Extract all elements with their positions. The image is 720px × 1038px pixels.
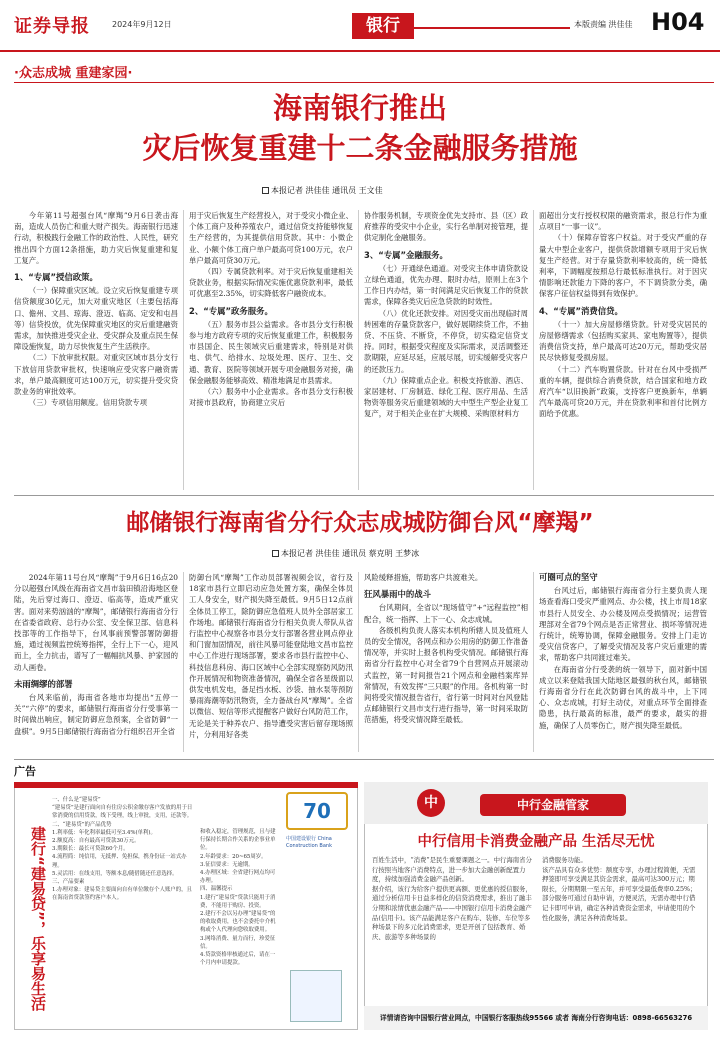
paragraph: （六）服务中小企业需求。各市县分支行积极对接市县政府，协商建立灾后 bbox=[189, 387, 353, 408]
paragraph: 台风来临前，海南省各地市均提出“五停一关”“六停”的要求，邮储银行海南省分行受事第一时间做出响应，制定防御应急预案，全省防御“一盘棋”。9月5日邮储银行海南省分行组织召开全省 bbox=[14, 693, 178, 736]
article-separator bbox=[14, 495, 714, 496]
paragraph: （四）专属贷款利率。对于灾后恢复重建相关贷款业务，根据实际情况实施优惠贷款利率，最低可优惠至2.35%，切实降低客户融资成本。 bbox=[189, 267, 353, 299]
ad-separator bbox=[14, 759, 714, 760]
article1-col3 bbox=[364, 210, 528, 420]
paragraph: （十）保障存管客户权益。对于受灾严重的存量大中型企业客户，提供贷款增额专项用于灾后恢复生产经营。对于存量贷款利率较高的，统一降低利率，下调幅度按照总行最低标准执行。对于因灾情影响还款能力下降的客户，不下调贷款分类，确保客户征信权益得到有效保护。 bbox=[539, 233, 707, 299]
ad-label: 广告 bbox=[14, 765, 36, 778]
column-divider bbox=[183, 572, 184, 752]
paragraph: 面超出分支行授权权限的融资需求，报总行作为重点项目“一事一议”。 bbox=[539, 211, 707, 232]
column-divider bbox=[533, 210, 534, 490]
boc-ad-footer: 详情请咨询中国银行营业网点，中国银行客服热线95566 或者 海南分行咨询电话：0898-66563276 bbox=[364, 1006, 708, 1030]
ccb-ad-slogan: 建行“建易贷”，乐享易生活 bbox=[29, 826, 47, 1011]
article1-col4 bbox=[539, 210, 707, 420]
paragraph: 2024年第11号台风“摩羯”于9月6日16点20分以超强台风级在海南省文昌市翁田镇沿海地区登陆，先后穿过海口、澄迈、临高等，造成严重灾害。面对来势汹汹的“摩羯”，邮储银行海南省分行在省委省政府、总行办公室、安全保卫部、信息科技部等的工作指导下，台风事前预警部署防御措施，通过视频监控统筹指挥，全行上下一心，迎风而上，全力抗击，谱写了一幅幅抗风暴、护家园的动人画卷。 bbox=[14, 573, 178, 672]
paragraph: （一）保障重灾区域。设立灾后恢复重建专项信贷额度30亿元，加大对重灾地区（主要包括海口、儋州、文昌、琼海、澄迈、临高、定安和屯昌等）信贷投放，优先保障重灾地区的灾后重建融资需求，加快推进受灾企业、受灾群众及重点民生保障设施恢复，助力尽快恢复生产生活秩序。 bbox=[14, 286, 178, 352]
subheading: 未雨绸缪的部署 bbox=[14, 678, 73, 689]
paragraph: （十二）汽车购置贷款。针对在台风中受损严重的车辆，提供综合消费贷款，结合国家和地方政府汽车“以旧换新”政策，支持客户更换新车，单辆汽车最高可贷20万元，并在贷款利率和首付比例方面给予优惠。 bbox=[539, 364, 707, 419]
masthead-rule bbox=[0, 50, 720, 52]
boc-logo-icon: 中 bbox=[417, 789, 445, 817]
paragraph: 在海南省分行受袭的统一领导下，面对新中国成立以来登陆我国大陆地区最强的秋台风，邮储银行海南省分行在此次防御台风的战斗中，上下同心、众志成城，打好主动仗，对重点环节全面排查隐患，执行最高的标准，最严的要求，最实的措施，确保了人员零伤亡，财产损失降至最低。 bbox=[539, 664, 707, 730]
subheading: 3、“专属”金融服务。 bbox=[364, 249, 448, 260]
ccb-ad-text-right: 和收入稳定，管理规范，且与建行保持长期合作关系的企事业单位。 2.年龄要求：20~65周岁。 3.征信要求：无逾期。 4.办理区域：全省建行网点均可办理。 四、温馨提示 1.建行“建易贷”贷款只能用于消费，不能用于购房、投资。 2.建行不会以另办理“建易贷”的的收取费用，也不会委托中介机构或个人代理向您收取费用。 3.网络消费、量力而行，珍爱征信。 4.贷款资格审核通过后，请在一个月内申请提款。 bbox=[200, 829, 276, 967]
byline-box-icon bbox=[262, 187, 269, 194]
section-label: 银行 bbox=[352, 13, 414, 39]
boc-ad-title: 中行信用卡消费金融产品 生活尽无忧 bbox=[417, 834, 655, 850]
column-divider bbox=[358, 210, 359, 490]
paragraph: （十一）加大房屋修缮贷款。针对受灾居民的房屋修缮需求（包括购买家具、家电购置等），提供消费信贷支持，单户最高可达20万元，帮助受灾居民尽快修复受损房屋。 bbox=[539, 319, 707, 363]
masthead-divider bbox=[414, 27, 570, 29]
ccb-ad-text-left: 一、什么是“建易贷” “建易贷”是建行面向自有住房公积金缴存客户发放的用于日常消费的信用贷款，线下受理，线上审批，支用，还款等。 二、“建易贷”的产品优势 1.利率低：年化利率最低可至3.4%(单利)。 2.额度高：自有最高可贷款30万元。 3.期限长：最长可贷款60个月。 4.流程简：纯信用，无抵押、免担保，携身份证一站式办理。 5.灵活用：在线支用，等额本息/随借随还任意选择。 三、产品要素 1.办理对象：建易贷主要面向自有单位缴存个人账户的，且在海南省贷款签约客户本人。 bbox=[52, 797, 193, 902]
boc-ad-text-left: 百姓生活中，“消费”是民生重要课题之一。中行海南省分行按照当地客户消费特点，进一步加大金融创新配置力度，持续加强消费金融产品创新。 据介绍，该行为给客户提供更高额、更优惠的授信服务，通过分析信用卡日益多样化的信贷消费需求，推出了融丰分期和浓情优惠金融产品——中国银行信用卡消费金融产品(信用卡)。该产品能满足客户在购车、装修、车位等多种场景下的多元化消费需求，更是开创了包括教育、婚庆、旅游等多种场景的 bbox=[372, 856, 532, 941]
subheading: 1、“专属”授信政策。 bbox=[14, 272, 98, 283]
masthead bbox=[0, 0, 720, 50]
article2-byline-text: 本报记者 洪佳佳 通讯员 蔡克明 王梦冰 bbox=[281, 549, 420, 558]
column-kicker: ·众志成城 重建家园· bbox=[14, 66, 133, 81]
article2-col2 bbox=[189, 572, 353, 740]
paragraph: 台风过后，邮储银行海南省分行主要负责人现场查看海口受灾严重网点、办公楼，找上市局18家市县行人员安全、办公楼及网点受损情况；运营管理部对全省79个网点是否正常营业、损坏等情况进行统计，统筹协调，保障金融服务。安排上门走访受灾信贷客户，了解受灾情况及客户灾后重建的需求，帮助客户共同渡过难关。 bbox=[539, 586, 707, 663]
ccb-org-name: 中国建设银行 China Construction Bank bbox=[286, 836, 332, 849]
paragraph: 协作服务机制，专项资金优先支持市、县（区）政府推荐的受灾中小企业，实行名单制对接管理，提供定制化金融服务。 bbox=[364, 211, 528, 243]
article1-byline bbox=[262, 185, 383, 196]
column-divider bbox=[358, 572, 359, 752]
boc-banner: 中行金融管家 bbox=[480, 794, 626, 816]
article1-title-line2: 灾后恢复重建十二条金融服务措施 bbox=[142, 131, 578, 165]
paragraph: （八）优化还款安排。对因受灾而出现临时周转困难的存量贷款客户，做好展期续贷工作，不抽贷、不压贷、不断贷，不停贷，切实稳定信贷支持。同时，根据受灾程度及实际需求，灵活调整还款期限，应延尽延，应展尽展，切实缓解受灾客户的还款压力。 bbox=[364, 308, 528, 374]
ccb-qr-code-icon bbox=[290, 970, 342, 1022]
column-divider bbox=[533, 572, 534, 752]
kicker-rule bbox=[14, 82, 714, 83]
paragraph: 今年第11号超强台风“摩羯”9月6日袭击海南，造成人员伤亡和重大财产损失。海南银行迅速行动，积极践行金融工作的政治性、人民性，研究推出四个方面12条措施，助力灾后恢复重建和复工复产。 bbox=[14, 211, 178, 265]
paragraph: 各级机构负责人落实本机构所辖人员及值班人员的安全情况，各网点和办公用房的防御工作准备情况等，并实时上报各机构受灾情况。邮储银行海南省分行监控中心对全省79个自营网点开展滚动式监控，第一时间报告21个网点和金融档案库异常情况，有效发挥“三只眼”的作用。各机构第一时间将受灾情况报告省行，省行第一时间对台风登陆点邮储银行文昌市支行进行指导，第一时间采取防范措施，将受灾情况降至最低。 bbox=[364, 625, 528, 725]
article2-col3 bbox=[364, 572, 528, 726]
article1-byline-text: 本报记者 洪佳佳 通讯员 王文佳 bbox=[271, 186, 383, 195]
ccb-anniversary-badge: 70 bbox=[286, 792, 348, 830]
column-divider bbox=[183, 210, 184, 490]
paragraph: （九）保障重点企业。积极支持旅游、酒店、家居建材、厂房制造、绿化工程、医疗用品、生活物资等服务灾后重建领域的大中型生产型企业复工复产，对于相关企业在扩大规模、采购原材料方 bbox=[364, 375, 528, 419]
paragraph: （五）服务市县公益需求。各市县分支行积极参与地方政府专项的灾后恢复重建工作，积极服务市县国企、民生领域灾后重建需求，特别是对供电、供气、给排水、垃圾处理、医疗、卫生、交通、教育、医院等领域开展专项金融服务对接，确保金融服务能够高效、精准地满足市县需求。 bbox=[189, 319, 353, 385]
article2-title: 邮储银行海南省分行众志成城防御台风“摩羯” bbox=[126, 510, 594, 536]
paragraph: （七）开通绿色通道。对受灾主体申请贷款设立绿色通道，优先办理、限时办结，原则上在3个工作日内办结，第一时间满足灾后恢复工作的贷款需求，保障各类灾后应急贷款的时效性。 bbox=[364, 263, 528, 307]
article1-col1 bbox=[14, 210, 178, 408]
byline-box-icon bbox=[272, 550, 279, 557]
paragraph: （二）下放审批权限。对重灾区域市县分支行下放信用贷款审批权，快速响应受灾客户融资需求，单户最高额度可达100万元，切实提升受灾贷款业务的审批效率。 bbox=[14, 353, 178, 397]
subheading: 2、“专属”政务服务。 bbox=[189, 305, 273, 316]
subheading: 4、“专属”消费信贷。 bbox=[539, 305, 623, 316]
article2-byline bbox=[272, 548, 419, 559]
page-number: H04 bbox=[651, 8, 705, 36]
paragraph: （三）专项信用额度。信用贷款专项 bbox=[28, 398, 148, 408]
subheading: 狂风暴雨中的战斗 bbox=[364, 589, 431, 600]
page-editor: 本版责编 洪佳佳 bbox=[574, 20, 633, 29]
newspaper-name: 证券导报 bbox=[14, 16, 90, 37]
article2-col4 bbox=[539, 572, 707, 731]
issue-date: 2024年9月12日 bbox=[112, 20, 172, 29]
subheading: 可圈可点的坚守 bbox=[539, 572, 598, 582]
article1-col2 bbox=[189, 210, 353, 408]
ccb-ad-band bbox=[14, 782, 358, 788]
paragraph: 台风期间，全省以“现场值守”+“远程监控”相配合，统一指挥、上下一心、众志成城。 bbox=[364, 603, 528, 624]
article1-title-line1: 海南银行推出 bbox=[272, 91, 447, 125]
paragraph: 防御台风“摩羯”工作动员部署视频会议，省行及18家市县行立即启动应急处置方案，确保全体员工人身安全，财产损失降至最低。9月5日12点前全体员工停工，除防御应急值班人员外全部居家工作场地。邮储银行海南省分行相关负责人带队从省行监控中心视察各市县分支行部署各营业网点停业和门窗加固情况，前往风暴可能登陆地文昌市监控中心工作进行现场部署，要求各市县行监控中心、科技信息科房、海口区域中心全部实现察防风防汛作开展情况和物资准备情况，确保全省各星级面以供发电机发电，备足挡水板、沙袋、抽水泵等预防暴雨海潮等防汛物资，全力备战台风“摩羯”。全省以微信、短信等形式提醒客户做好台风防范工作，无论是关于种养农户、指导遭受灾害后留存现场照片，分利用好各类 bbox=[189, 573, 353, 739]
article2-col1 bbox=[14, 572, 178, 737]
boc-ad-text-right: 消费服务功能。 该产品具有众多优势：额度专享，办理过程简便，无需押签即可享受满足其资金需求，最高可达300万元；期限长，分期期限一至五年，并可享受最低费率0.25%；部分服务可通过自助申请，方便灵活，无需办理中行借记卡即可申请，确定各种消费资金需求，申请使用的个性化服务，满足各种消费场景。 bbox=[542, 856, 697, 922]
paragraph: 风险缓释措施，帮助客户共渡难关。 bbox=[364, 573, 483, 582]
paragraph: 用于灾后恢复生产经营投入，对于受灾小微企业、个体工商户及种养殖农户，通过信贷支持能够恢复生产经营的，为其提供信用贷款。其中：小微企业、小额个体工商户单户最高可贷100万元，农户单户最高可贷30万元。 bbox=[189, 211, 353, 265]
